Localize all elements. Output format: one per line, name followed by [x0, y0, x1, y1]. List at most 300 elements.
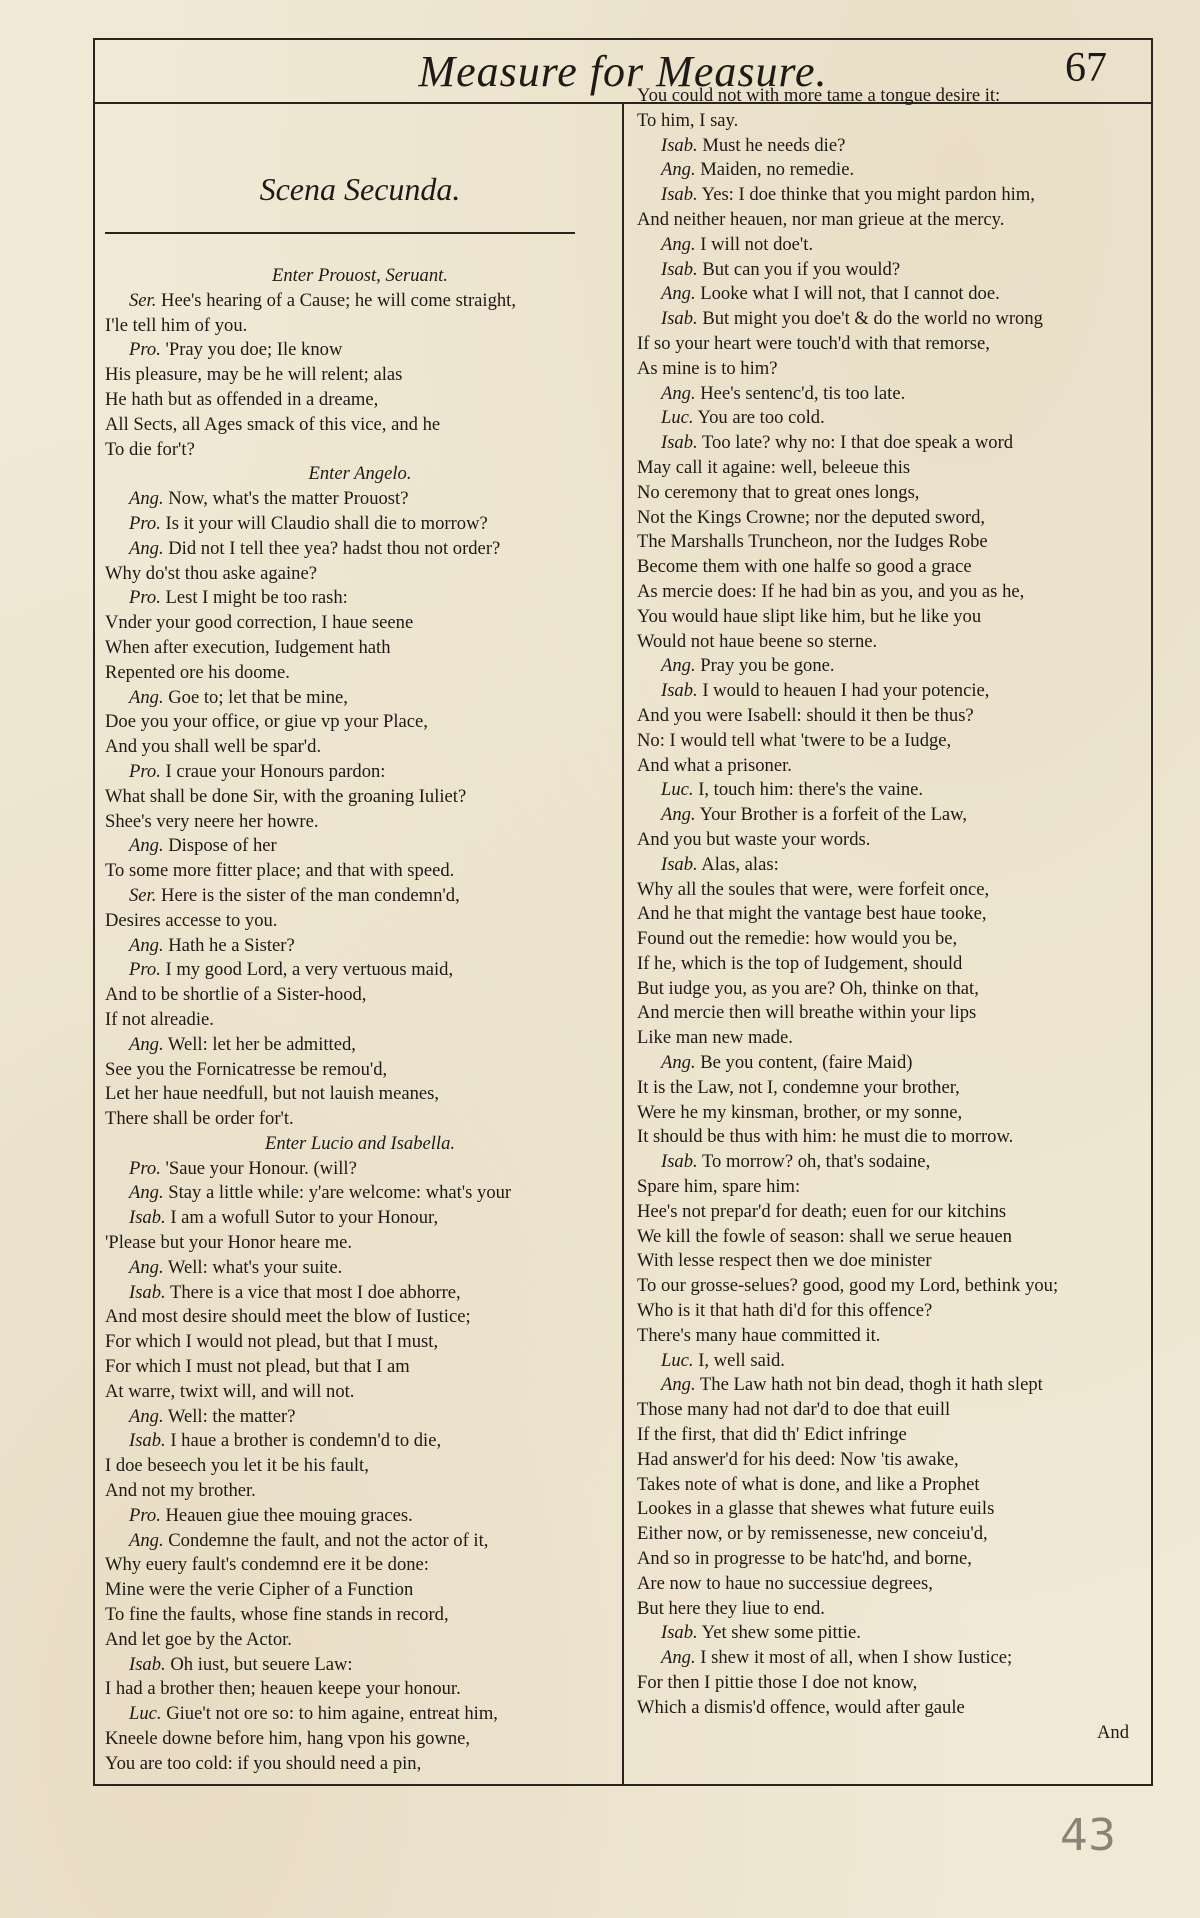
verse-line [105, 636, 615, 661]
speaker-prefix: Ang. [661, 382, 696, 404]
verse-text: The Marshalls Truncheon, nor the Iudges Robe [637, 531, 988, 553]
verse-line [105, 314, 615, 339]
speaker-prefix: Isab. [661, 134, 698, 156]
verse-line [637, 605, 1143, 630]
verse-text: All Sects, all Ages smack of this vice, and he [105, 413, 441, 435]
verse-line [105, 1479, 615, 1504]
speech-line [105, 289, 615, 314]
verse-text: Oh iust, but seuere Law: [165, 1653, 353, 1675]
verse-line [105, 1008, 615, 1033]
verse-line [105, 1628, 615, 1653]
speech-line [105, 586, 615, 611]
verse-text: With lesse respect then we doe minister [637, 1250, 932, 1272]
verse-text: Well: let her be admitted, [163, 1033, 356, 1055]
stage-direction-text: Enter Lucio and Isabella. [264, 1132, 456, 1154]
speaker-prefix: Ang. [661, 804, 696, 826]
speaker-prefix: Isab. [661, 432, 698, 454]
speaker-prefix: Pro. [129, 1504, 161, 1526]
verse-text: I shew it most of all, when I show Iustice; [695, 1647, 1013, 1669]
verse-text: Did not I tell thee yea? hadst thou not order? [163, 537, 501, 559]
verse-text: I'le tell him of you. [105, 314, 248, 336]
verse-text: Found out the remedie: how would you be, [637, 928, 958, 950]
verse-text: Dispose of her [163, 835, 277, 857]
verse-text: Not the Kings Crowne; nor the deputed sword, [637, 506, 986, 528]
verse-line [105, 1231, 615, 1256]
speech-line [637, 233, 1143, 258]
speaker-prefix: Luc. [661, 779, 694, 801]
verse-line [637, 1001, 1143, 1026]
verse-line [637, 1175, 1143, 1200]
verse-text: And most desire should meet the blow of Iustice; [105, 1306, 471, 1328]
speech-line [637, 654, 1143, 679]
verse-line [105, 1082, 615, 1107]
verse-text: When after execution, Iudgement hath [105, 636, 391, 658]
verse-text: Like man new made. [637, 1027, 793, 1049]
right-column-lines [637, 84, 1143, 1721]
verse-line [637, 729, 1143, 754]
verse-line [105, 859, 615, 884]
speaker-prefix: Isab. [129, 1281, 166, 1303]
verse-line [105, 1603, 615, 1628]
verse-text: Too late? why no: I that doe speak a word [697, 432, 1014, 454]
speaker-prefix: Ang. [661, 159, 696, 181]
verse-text: I, well said. [693, 1349, 785, 1371]
verse-line [105, 1330, 615, 1355]
verse-text: It is the Law, not I, condemne your brother, [637, 1076, 960, 1098]
speaker-prefix: Isab. [661, 258, 698, 280]
column-divider [622, 102, 624, 1784]
verse-line [105, 363, 615, 388]
verse-text: Yes: I doe thinke that you might pardon him, [697, 184, 1035, 206]
speech-line [637, 1051, 1143, 1076]
verse-line [637, 1274, 1143, 1299]
manuscript-page-number: 43 [1060, 1810, 1116, 1861]
verse-text: Must he needs die? [697, 134, 846, 156]
verse-line [637, 902, 1143, 927]
verse-text: 'Please but your Honor heare me. [105, 1232, 353, 1254]
speech-line [105, 487, 615, 512]
verse-text: But can you if you would? [697, 258, 901, 280]
speech-line [105, 537, 615, 562]
verse-line [637, 1324, 1143, 1349]
verse-text: Shee's very neere her howre. [105, 810, 319, 832]
speech-line [105, 1157, 615, 1182]
speech-line [105, 884, 615, 909]
verse-text: For then I pittie those I doe not know, [637, 1672, 918, 1693]
speech-line [637, 1621, 1143, 1646]
verse-text: Mine were the verie Cipher of a Function [105, 1579, 414, 1601]
verse-text: No ceremony that to great ones longs, [637, 481, 920, 503]
verse-line [637, 1398, 1143, 1423]
verse-text: You are too cold. [693, 407, 825, 429]
verse-text: And so in progresse to be hatc'hd, and borne, [637, 1548, 972, 1570]
verse-text: Become them with one halfe so good a grace [637, 556, 972, 578]
speaker-prefix: Ang. [129, 537, 164, 559]
speaker-prefix: Luc. [661, 1349, 694, 1371]
verse-text: I craue your Honours pardon: [160, 760, 386, 782]
speaker-prefix: Ang. [129, 835, 164, 857]
stage-direction-text: Enter Angelo. [308, 463, 412, 485]
verse-line [637, 357, 1143, 382]
verse-text: If the first, that did th' Edict infringe [637, 1424, 907, 1446]
speech-line [105, 958, 615, 983]
verse-text: Lookes in a glasse that shewes what future euils [637, 1498, 995, 1520]
verse-line [105, 735, 615, 760]
speaker-prefix: Pro. [129, 512, 161, 534]
verse-text: And let goe by the Actor. [105, 1628, 292, 1650]
speech-line [637, 1150, 1143, 1175]
verse-text: If not alreadie. [105, 1008, 214, 1030]
verse-text: And you but waste your words. [637, 828, 871, 850]
speaker-prefix: Pro. [129, 1157, 161, 1179]
verse-line [637, 1522, 1143, 1547]
speech-line [637, 307, 1143, 332]
speech-line [105, 1281, 615, 1306]
verse-line [637, 927, 1143, 952]
verse-text: Maiden, no remedie. [695, 159, 855, 181]
speech-line [637, 778, 1143, 803]
verse-text: Were he my kinsman, brother, or my sonne, [637, 1101, 963, 1123]
verse-line [637, 1200, 1143, 1225]
speech-line [637, 406, 1143, 431]
stage-direction-text: Enter Prouost, Seruant. [272, 265, 448, 286]
speaker-prefix: Pro. [129, 587, 161, 609]
verse-text: You are too cold: if you should need a pin, [105, 1752, 422, 1774]
verse-text: If so your heart were touch'd with that remorse, [637, 332, 990, 354]
verse-text: To him, I say. [637, 109, 739, 131]
speaker-prefix: Isab. [661, 853, 698, 875]
verse-line [105, 909, 615, 934]
verse-line [637, 1249, 1143, 1274]
verse-line [637, 1125, 1143, 1150]
scene-title-rule [105, 232, 575, 234]
verse-text: Vnder your good correction, I haue seene [105, 612, 414, 634]
verse-text: But here they liue to end. [637, 1597, 825, 1619]
verse-text: He hath but as offended in a dreame, [105, 388, 379, 410]
verse-text: Yet shew some pittie. [697, 1622, 861, 1644]
verse-text: I had a brother then; heauen keepe your honour. [105, 1678, 461, 1700]
speech-line [105, 1504, 615, 1529]
verse-text: Is it your will Claudio shall die to morrow? [160, 512, 488, 534]
verse-text: Why all the soules that were, were forfeit once, [637, 878, 990, 900]
verse-line [105, 1454, 615, 1479]
right-column [637, 84, 1143, 1745]
verse-text: Let her haue needfull, but not lauish meanes, [105, 1083, 440, 1105]
verse-text: Pray you be gone. [695, 655, 835, 677]
verse-text: 'Pray you doe; Ile know [160, 339, 343, 361]
verse-text: Spare him, spare him: [637, 1176, 801, 1198]
verse-line [105, 1677, 615, 1702]
verse-text: I, touch him: there's the vaine. [693, 779, 924, 801]
verse-line [637, 456, 1143, 481]
verse-line [105, 1727, 615, 1752]
verse-line [105, 1107, 615, 1132]
verse-text: Alas, alas: [697, 853, 779, 875]
verse-line [105, 413, 615, 438]
verse-line [637, 530, 1143, 555]
speech-line [105, 1181, 615, 1206]
speaker-prefix: Isab. [129, 1430, 166, 1452]
verse-text: To some more fitter place; and that with speed. [105, 860, 455, 882]
verse-line [637, 704, 1143, 729]
verse-line [637, 506, 1143, 531]
verse-text: Why do'st thou aske againe? [105, 562, 317, 584]
verse-line [637, 828, 1143, 853]
verse-line [105, 810, 615, 835]
verse-text: You could not with more tame a tongue desire it: [637, 85, 1001, 106]
verse-line [637, 1423, 1143, 1448]
verse-line [637, 1076, 1143, 1101]
verse-text: To die for't? [105, 438, 195, 460]
speaker-prefix: Ang. [129, 1256, 164, 1278]
verse-text: As mine is to him? [637, 357, 778, 379]
speaker-prefix: Ang. [129, 488, 164, 510]
speaker-prefix: Pro. [129, 959, 161, 981]
speech-line [105, 760, 615, 785]
speech-line [637, 1373, 1143, 1398]
speaker-prefix: Isab. [129, 1207, 166, 1229]
verse-text: Well: the matter? [163, 1405, 296, 1427]
verse-text: There's many haue committed it. [637, 1324, 881, 1346]
speaker-prefix: Ang. [661, 1374, 696, 1396]
verse-line [105, 562, 615, 587]
verse-line [105, 388, 615, 413]
verse-text: May call it againe: well, beleeue this [637, 456, 911, 478]
verse-line [637, 1497, 1143, 1522]
verse-text: Kneele downe before him, hang vpon his gowne, [105, 1728, 471, 1750]
verse-line [105, 710, 615, 735]
page-frame [93, 38, 1153, 1786]
verse-line [637, 1473, 1143, 1498]
speech-line [105, 1206, 615, 1231]
speech-line [637, 382, 1143, 407]
verse-text: And you shall well be spar'd. [105, 736, 322, 758]
verse-line [637, 952, 1143, 977]
verse-text: His pleasure, may be he will relent; alas [105, 364, 403, 386]
verse-text: Be you content, (faire Maid) [695, 1052, 913, 1074]
verse-line [637, 580, 1143, 605]
verse-text: Goe to; let that be mine, [163, 686, 348, 708]
speech-line [637, 1349, 1143, 1374]
verse-text: Condemne the fault, and not the actor of it, [163, 1529, 489, 1551]
verse-text: Your Brother is a forfeit of the Law, [695, 804, 968, 826]
speaker-prefix: Ang. [661, 283, 696, 305]
verse-text: For which I must not plead, but that I am [105, 1356, 410, 1378]
speech-line [105, 1702, 615, 1727]
verse-text: Why euery fault's condemnd ere it be done: [105, 1554, 429, 1576]
verse-text: And not my brother. [105, 1480, 256, 1502]
speaker-prefix: Isab. [661, 1151, 698, 1173]
verse-text: Well: what's your suite. [163, 1256, 343, 1278]
verse-text: Stay a little while: y'are welcome: what's your [163, 1182, 512, 1204]
left-column [105, 102, 615, 1777]
speech-line [105, 686, 615, 711]
speaker-prefix: Luc. [661, 407, 694, 429]
verse-line [105, 1058, 615, 1083]
verse-line [637, 332, 1143, 357]
verse-line [637, 1299, 1143, 1324]
speaker-prefix: Ang. [129, 1033, 164, 1055]
stage-direction [105, 1132, 615, 1157]
speech-line [105, 1405, 615, 1430]
speaker-prefix: Ang. [129, 1182, 164, 1204]
verse-line [105, 1553, 615, 1578]
speech-line [105, 338, 615, 363]
verse-text: Looke what I will not, that I cannot doe. [695, 283, 1000, 305]
speaker-prefix: Ang. [129, 934, 164, 956]
speaker-prefix: Pro. [129, 760, 161, 782]
speech-line [105, 1429, 615, 1454]
speech-line [637, 158, 1143, 183]
verse-line [637, 1101, 1143, 1126]
verse-text: Hee's not prepar'd for death; euen for our kitchins [637, 1200, 1007, 1222]
speech-line [105, 1033, 615, 1058]
speaker-prefix: Isab. [661, 680, 698, 702]
verse-line [105, 438, 615, 463]
verse-line [637, 1225, 1143, 1250]
verse-text: You would haue slipt like him, but he like you [637, 605, 982, 627]
verse-text: And neither heauen, nor man grieue at the mercy. [637, 208, 1005, 230]
speech-line [637, 258, 1143, 283]
verse-text: Which a dismis'd offence, would after gaule [637, 1696, 965, 1718]
verse-text: And what a prisoner. [637, 754, 792, 776]
verse-line [637, 208, 1143, 233]
catchword: And [1096, 1721, 1129, 1743]
speech-line [637, 1646, 1143, 1671]
verse-text: Those many had not dar'd to doe that euill [637, 1399, 951, 1421]
verse-text: Who is it that hath di'd for this offence? [637, 1300, 933, 1322]
verse-line [637, 109, 1143, 134]
verse-text: There is a vice that most I doe abhorre, [165, 1281, 461, 1303]
verse-text: Hee's sentenc'd, tis too late. [695, 382, 906, 404]
verse-text: Are now to haue no successiue degrees, [637, 1572, 933, 1594]
speaker-prefix: Ang. [129, 1529, 164, 1551]
verse-text: Hee's hearing of a Cause; he will come straight, [156, 289, 516, 311]
verse-text: I my good Lord, a very vertuous maid, [160, 959, 454, 981]
verse-text: Hath he a Sister? [163, 934, 295, 956]
verse-text: The Law hath not bin dead, thogh it hath slept [695, 1374, 1043, 1396]
verse-text: To our grosse-selues? good, good my Lord, bethink you; [637, 1275, 1059, 1297]
verse-line [637, 1696, 1143, 1721]
speech-line [637, 134, 1143, 159]
speech-line [105, 934, 615, 959]
speech-line [637, 803, 1143, 828]
verse-line [637, 754, 1143, 779]
speaker-prefix: Pro. [129, 339, 161, 361]
page-number: 67 [1065, 45, 1107, 91]
running-title: Measure for Measure. [418, 47, 828, 96]
scene-title: Scena Secunda. [259, 171, 461, 207]
speaker-prefix: Ser. [129, 884, 157, 906]
verse-text: For which I would not plead, but that I must, [105, 1331, 439, 1353]
verse-text: Heauen giue thee mouing graces. [160, 1504, 413, 1526]
speaker-prefix: Ser. [129, 289, 157, 311]
speaker-prefix: Ang. [661, 1052, 696, 1074]
verse-text: To fine the faults, whose fine stands in record, [105, 1604, 449, 1626]
verse-line [637, 1026, 1143, 1051]
speech-line [637, 853, 1143, 878]
verse-line [637, 481, 1143, 506]
verse-text: Would not haue beene so sterne. [637, 630, 878, 652]
verse-text: But might you doe't & do the world no wrong [697, 308, 1043, 330]
verse-text: 'Saue your Honour. (will? [160, 1157, 357, 1179]
verse-text: Now, what's the matter Prouost? [163, 488, 409, 510]
verse-text: Here is the sister of the man condemn'd, [156, 884, 460, 906]
speaker-prefix: Ang. [129, 686, 164, 708]
speaker-prefix: Isab. [661, 308, 698, 330]
verse-line [637, 1547, 1143, 1572]
verse-line [105, 1355, 615, 1380]
verse-text: Had answer'd for his deed: Now 'tis awake, [637, 1448, 959, 1470]
verse-text: There shall be order for't. [105, 1108, 294, 1130]
verse-text: I am a wofull Sutor to your Honour, [165, 1207, 439, 1229]
verse-text: And you were Isabell: should it then be thus? [637, 704, 974, 726]
verse-line [105, 1380, 615, 1405]
verse-text: Giue't not ore so: to him againe, entreat him, [161, 1703, 498, 1725]
verse-line [105, 1578, 615, 1603]
verse-text: I doe beseech you let it be his fault, [105, 1455, 369, 1477]
speech-line [637, 679, 1143, 704]
speech-line [637, 282, 1143, 307]
verse-line [105, 983, 615, 1008]
speech-line [637, 183, 1143, 208]
verse-line [637, 84, 1143, 109]
verse-line [637, 630, 1143, 655]
speaker-prefix: Ang. [661, 233, 696, 255]
verse-line [105, 611, 615, 636]
verse-line [637, 1597, 1143, 1622]
speaker-prefix: Isab. [661, 184, 698, 206]
verse-line [105, 1752, 615, 1777]
verse-line [105, 1305, 615, 1330]
verse-text: I would to heauen I had your potencie, [697, 680, 990, 702]
speech-line [637, 431, 1143, 456]
speaker-prefix: Ang. [129, 1405, 164, 1427]
stage-direction [105, 264, 615, 289]
verse-text: To morrow? oh, that's sodaine, [697, 1151, 931, 1173]
verse-text: No: I would tell what 'twere to be a Iudge, [637, 729, 952, 751]
verse-text: We kill the fowle of season: shall we serue heauen [637, 1225, 1012, 1247]
speech-line [105, 1653, 615, 1678]
verse-text: It should be thus with him: he must die to morrow. [637, 1126, 1014, 1148]
verse-text: Lest I might be too rash: [160, 587, 348, 609]
verse-text: Either now, or by remissenesse, new conceiu'd, [637, 1523, 988, 1545]
speaker-prefix: Ang. [661, 1647, 696, 1669]
verse-text: What shall be done Sir, with the groaning Iuliet? [105, 785, 467, 807]
verse-text: Desires accesse to you. [105, 909, 278, 931]
verse-line [105, 785, 615, 810]
verse-line [637, 555, 1143, 580]
verse-line [637, 1448, 1143, 1473]
verse-text: If he, which is the top of Iudgement, should [637, 952, 963, 974]
verse-line [637, 977, 1143, 1002]
verse-text: And to be shortlie of a Sister-hood, [105, 984, 367, 1006]
left-column-lines [105, 264, 615, 1777]
verse-text: See you the Fornicatresse be remou'd, [105, 1058, 388, 1080]
verse-text: And mercie then will breathe within your lips [637, 1002, 977, 1024]
verse-text: And he that might the vantage best haue tooke, [637, 903, 987, 925]
verse-text: I will not doe't. [695, 233, 814, 255]
verse-line [637, 878, 1143, 903]
verse-text: Repented ore his doome. [105, 661, 290, 683]
verse-line [637, 1671, 1143, 1696]
stage-direction [105, 462, 615, 487]
speech-line [105, 1529, 615, 1554]
speaker-prefix: Luc. [129, 1703, 162, 1725]
verse-text: As mercie does: If he had bin as you, and you as he, [637, 580, 1025, 602]
speech-line [105, 1256, 615, 1281]
speaker-prefix: Isab. [129, 1653, 166, 1675]
